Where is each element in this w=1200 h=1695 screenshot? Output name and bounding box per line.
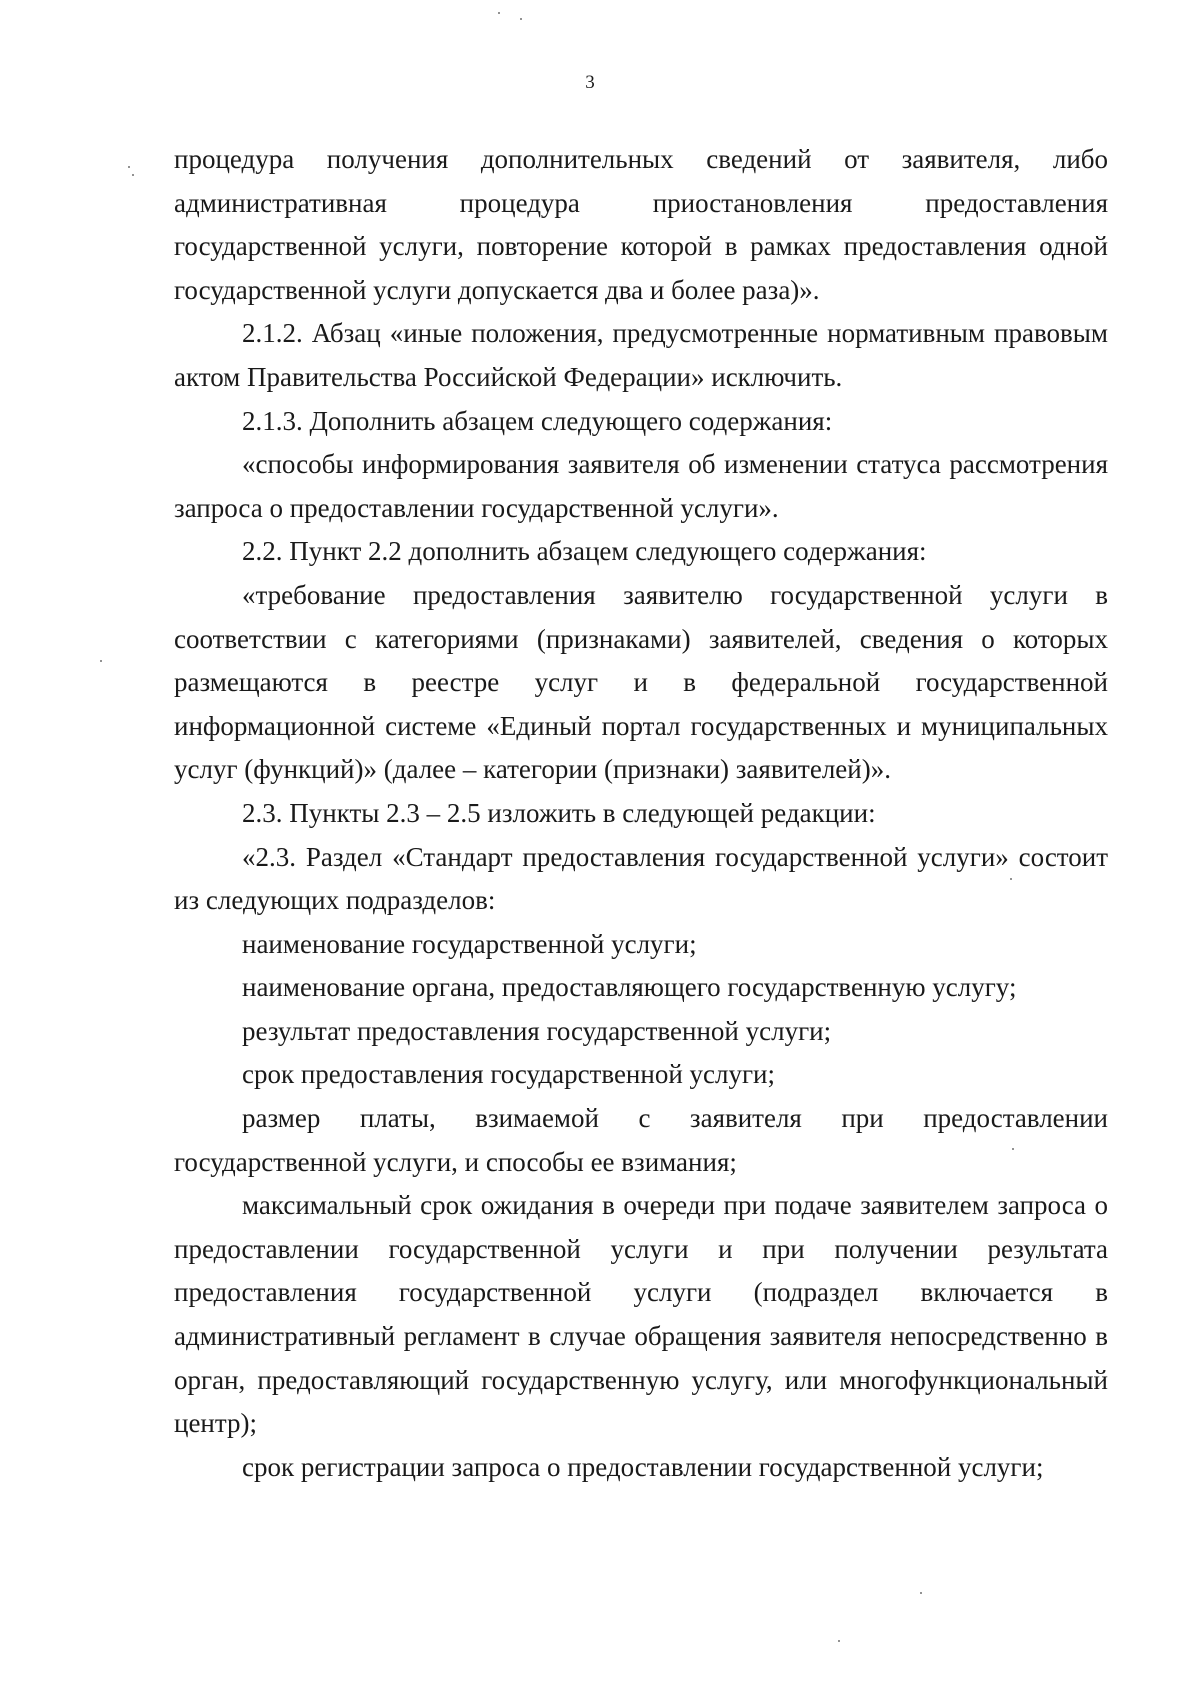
paragraph-continuation: процедура получения дополнительных сведений от заявителя, либо административная процедура приостановления предоставления государственной услуги, повторение которой в рамках предоставления одной государственной услуги допускается два и более раза)». bbox=[174, 144, 1108, 305]
paragraph-2-2: 2.2. Пункт 2.2 дополнить абзацем следующего содержания: bbox=[242, 536, 927, 567]
paragraph-quote-requirement: «требование предоставления заявителю государственной услуги в соответствии с категориями (признаками) заявителей, сведения о которых размещаются в реестре услуг и в федеральной государственной информационной системе «Единый портал государственных и муниципальных услуг (функций)» (далее – категории (признаки) заявителей)». bbox=[174, 579, 1108, 785]
list-item-service-name: наименование государственной услуги; bbox=[242, 928, 697, 959]
scan-speck bbox=[838, 1640, 840, 1642]
paragraph-2-3: 2.3. Пункты 2.3 – 2.5 изложить в следующей редакции: bbox=[242, 797, 876, 828]
paragraph-quote-section: «2.3. Раздел «Стандарт предоставления государственной услуги» состоит из следующих подразделов: bbox=[174, 841, 1108, 916]
scan-speck bbox=[132, 174, 134, 176]
scan-speck bbox=[920, 1592, 922, 1594]
list-item-result: результат предоставления государственной услуги; bbox=[242, 1015, 832, 1046]
list-item-registration-term: срок регистрации запроса о предоставлении государственной услуги; bbox=[242, 1451, 1044, 1482]
scan-speck bbox=[1012, 1148, 1014, 1150]
paragraph-2-1-2: 2.1.2. Абзац «иные положения, предусмотренные нормативным правовым актом Правительства Российской Федерации» исключить. bbox=[174, 318, 1108, 392]
scan-speck bbox=[520, 18, 522, 20]
list-item-authority-name: наименование органа, предоставляющего государственную услугу; bbox=[242, 972, 1017, 1003]
scan-speck bbox=[100, 660, 102, 662]
scan-speck bbox=[498, 12, 500, 14]
scan-speck bbox=[128, 166, 130, 168]
page-number: 3 bbox=[585, 72, 595, 93]
paragraph-2-1-3: 2.1.3. Дополнить абзацем следующего содержания: bbox=[242, 405, 833, 436]
list-item-term: срок предоставления государственной услуги; bbox=[242, 1059, 776, 1090]
list-item-fee: размер платы, взимаемой с заявителя при предоставлении государственной услуги, и способы ее взимания; bbox=[174, 1103, 1108, 1177]
document-body bbox=[174, 138, 1108, 1489]
paragraph-quote-informing: «способы информирования заявителя об изменении статуса рассмотрения запроса о предоставлении государственной услуги». bbox=[174, 449, 1108, 523]
list-item-queue-time: максимальный срок ожидания в очереди при подаче заявителем запроса о предоставлении государственной услуги и при получении результата предоставления государственной услуги (подраздел включается в административный регламент в случае обращения заявителя непосредственно в орган, предоставляющий государственную услугу, или многофункциональный центр); bbox=[174, 1190, 1108, 1439]
scan-speck bbox=[1010, 878, 1012, 880]
